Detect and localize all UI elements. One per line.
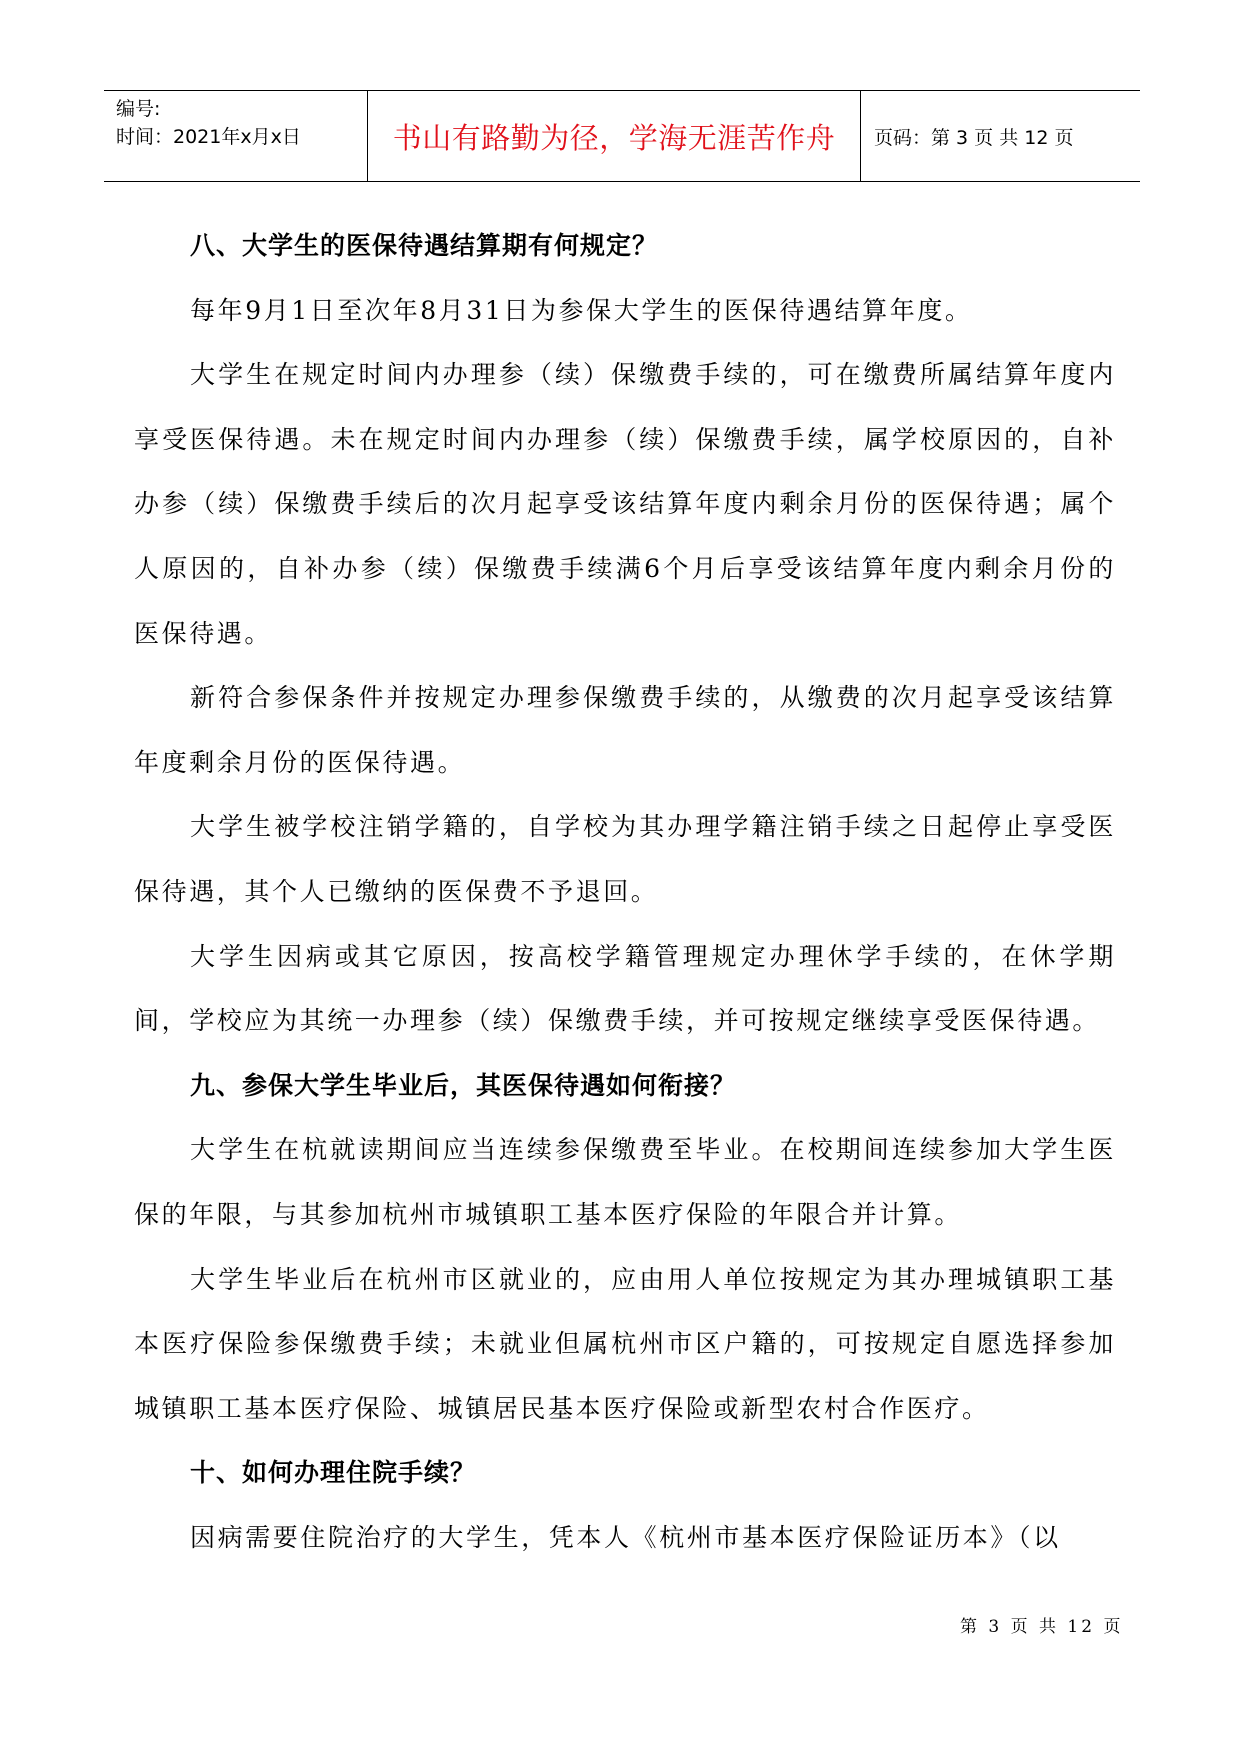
page-header: [104, 90, 1140, 182]
header-page-info: 页码：第 3 页 共 12 页: [874, 126, 1074, 149]
header-meta: [116, 95, 301, 151]
paragraph: 每年9月1日至次年8月31日为参保大学生的医保待遇结算年度。: [190, 295, 973, 325]
paragraph: 新符合参保条件并按规定办理参保缴费手续的，从缴费的次月起享受该结算年度剩余月份的医保待遇。: [134, 683, 1116, 777]
section-heading-8: 八、大学生的医保待遇结算期有何规定？: [190, 231, 659, 260]
paragraph: 大学生因病或其它原因，按高校学籍管理规定办理休学手续的，在休学期间，学校应为其统一办理参（续）保缴费手续，并可按规定继续享受医保待遇。: [134, 941, 1116, 1036]
paragraph: 大学生在规定时间内办理参（续）保缴费手续的，可在缴费所属结算年度内享受医保待遇。未在规定时间内办理参（续）保缴费手续，属学校原因的，自补办参（续）保缴费手续后的次月起享受该结算年度内剩余月份的医保待遇；属个人原因的，自补办参（续）保缴费手续满6个月后享受该结算年度内剩余月份的医保待遇。: [134, 360, 1116, 648]
header-motto: 书山有路勤为径，学海无涯苦作舟: [392, 120, 836, 155]
paragraph: 因病需要住院治疗的大学生，凭本人《杭州市基本医疗保险证历本》（以: [190, 1522, 1061, 1552]
document-time-label: 时间：2021年x月x日: [116, 126, 301, 148]
section-heading-10: 十、如何办理住院手续？: [190, 1458, 477, 1488]
section-heading-9: 九、参保大学生毕业后，其医保待遇如何衔接？: [190, 1070, 737, 1100]
paragraph: 大学生毕业后在杭州市区就业的，应由用人单位按规定为其办理城镇职工基本医疗保险参保缴费手续；未就业但属杭州市区户籍的，可按规定自愿选择参加城镇职工基本医疗保险、城镇居民基本医疗保险或新型农村合作医疗。: [134, 1264, 1116, 1423]
header-divider: [860, 91, 861, 181]
paragraph: 大学生在杭就读期间应当连续参保缴费至毕业。在校期间连续参加大学生医保的年限，与其参加杭州市城镇职工基本医疗保险的年限合并计算。: [134, 1135, 1116, 1229]
paragraph: 大学生被学校注销学籍的，自学校为其办理学籍注销手续之日起停止享受医保待遇，其个人已缴纳的医保费不予退回。: [134, 812, 1116, 906]
document-body: [134, 214, 1116, 1570]
page-footer: 第 3 页 共 12 页: [960, 1617, 1124, 1637]
document-number-label: 编号:: [116, 98, 161, 120]
